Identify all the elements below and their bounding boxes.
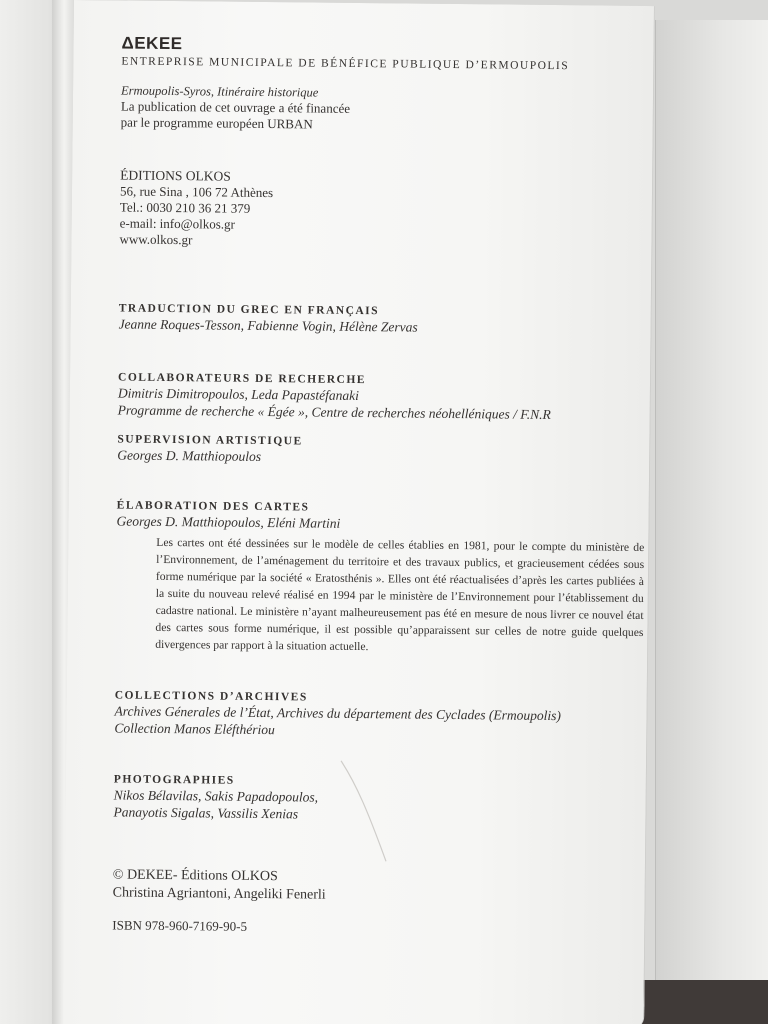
bottom-background <box>640 980 768 1024</box>
supervision-heading: SUPERVISION ARTISTIQUE <box>117 433 303 448</box>
intro-line-1: La publication de cet ouvrage a été financée <box>120 98 351 116</box>
translation-line: Jeanne Roques-Tesson, Fabienne Vogin, Hélène Zervas <box>118 316 418 335</box>
publisher-website: www.olkos.gr <box>119 231 193 248</box>
collaborators-section <box>118 370 618 423</box>
archives-line-1: Archives Génerales de l’État, Archives du département des Cyclades (Ermoupolis) <box>114 703 562 724</box>
copyright-block <box>113 866 613 907</box>
copyright-line: © DEKEE- Éditions OLKOS <box>112 867 278 885</box>
photographies-line-2: Panayotis Sigalas, Vassilis Xenias <box>113 804 299 822</box>
colophon-content <box>112 33 645 939</box>
supervision-section <box>117 432 617 468</box>
publisher-block <box>119 167 620 252</box>
enterprise-line: ENTREPRISE MUNICIPALE DE BÉNÉFICE PUBLIQUE D’ERMOUPOLIS <box>121 55 570 73</box>
dekee-logo: ΔΕΚΕΕ <box>121 33 183 54</box>
maps-authors: Georges D. Matthiopoulos, Eléni Martini <box>116 513 341 531</box>
intro-title: Ermoupolis-Syros, Itinéraire historique <box>120 83 319 100</box>
archives-heading: COLLECTIONS D’ARCHIVES <box>114 689 308 704</box>
publisher-address: 56, rue Sina , 106 72 Athènes <box>119 183 274 201</box>
collaborators-heading: COLLABORATEURS DE RECHERCHE <box>117 371 367 387</box>
maps-note: Les cartes ont été dessinées sur le modèle de celles établies en 1981, pour le compte du ministère de l’Environnement, de l’aménagement du territoire et des travaux publics, et gracieusement cédées sous forme numérique par la société « Eratosthénis ». Elles ont été réactualisées d’après les cartes publiées à la suite du nouveau relevé réalisé en 1994 par le ministère de l’Environnement pour l’établissement du cadastre national. Le ministère n’ayant malheureusement pas été en mesure de nous livrer ce nouvel état des cartes sous forme numérique, il est possible qu’apparaissent sur celles de notre guide quelques divergences par rapport à la situation actuelle. <box>155 535 645 654</box>
photographies-line-1: Nikos Bélavilas, Sakis Papadopoulos, <box>113 787 319 805</box>
isbn-line: ISBN 978-960-7169-90-5 <box>112 917 248 934</box>
intro-line-2: par le programme européen URBAN <box>120 114 313 132</box>
right-cover-board <box>655 20 768 1024</box>
photographies-heading: PHOTOGRAPHIES <box>113 773 235 787</box>
translation-heading: TRADUCTION DU GREC EN FRANÇAIS <box>118 302 380 318</box>
archives-section <box>114 688 614 741</box>
photographies-section <box>113 772 613 825</box>
publisher-email: e-mail: info@olkos.gr <box>119 215 235 232</box>
translation-section <box>119 301 619 337</box>
supervision-line: Georges D. Matthiopoulos <box>117 447 262 464</box>
maps-section <box>115 498 645 657</box>
collaborators-line-1: Dimitris Dimitropoulos, Leda Papastéfanaki <box>117 385 359 404</box>
authors-line: Christina Agriantoni, Angeliki Fenerli <box>112 885 326 903</box>
book-page <box>63 0 655 1024</box>
publisher-name: ÉDITIONS OLKOS <box>120 167 231 184</box>
publisher-phone: Tel.: 0030 210 36 21 379 <box>119 199 251 216</box>
collaborators-line-2: Programme de recherche « Égée », Centre de recherches néohelléniques / F.N.R <box>117 402 551 423</box>
archives-line-2: Collection Manos Eléfthériou <box>114 720 275 738</box>
maps-heading: ÉLABORATION DES CARTES <box>116 499 310 514</box>
